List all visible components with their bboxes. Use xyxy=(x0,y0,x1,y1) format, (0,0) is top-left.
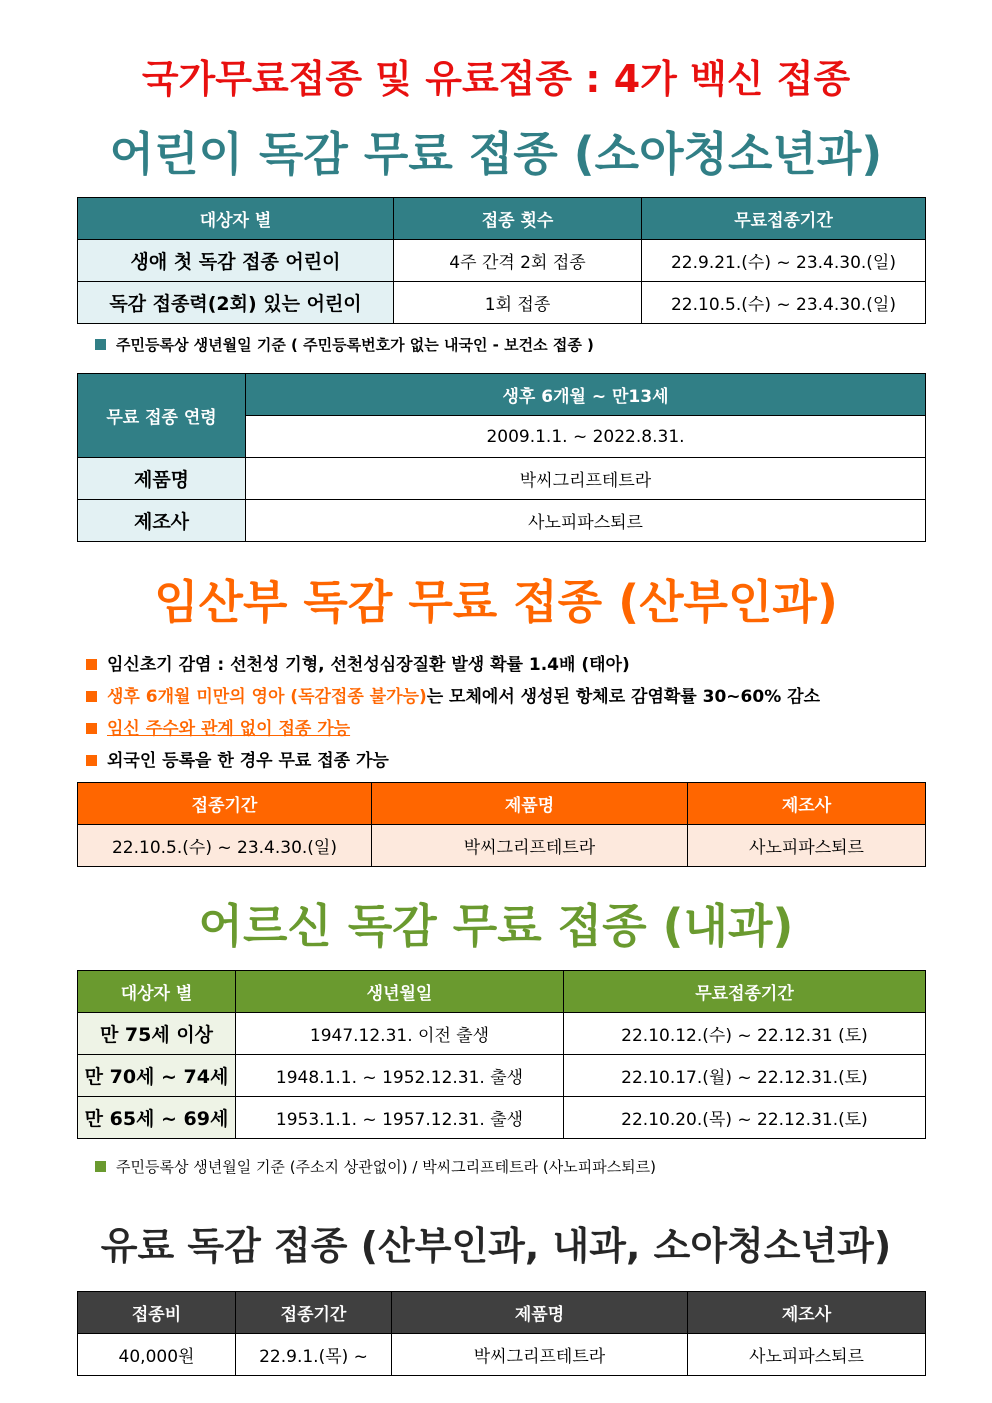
kids-header-doses: 접종 횟수 xyxy=(394,198,642,240)
kids-row1-target: 생애 첫 독감 접종 어린이 xyxy=(78,240,394,282)
paid-period: 22.9.1.(목) ~ xyxy=(236,1334,392,1376)
kids-row1-period: 22.9.21.(수) ~ 23.4.30.(일) xyxy=(642,240,926,282)
pregnant-maker: 사노피파스퇴르 xyxy=(688,825,926,867)
elderly-row1-target: 만 75세 이상 xyxy=(78,1013,236,1055)
pregnant-bullet-4: 외국인 등록을 한 경우 무료 접종 가능 xyxy=(86,746,389,771)
kids-row2-period: 22.10.5.(수) ~ 23.4.30.(일) xyxy=(642,282,926,324)
elderly-row1-birth: 1947.12.31. 이전 출생 xyxy=(236,1013,564,1055)
pregnant-header-period: 접종기간 xyxy=(78,783,372,825)
top-title: 국가무료접종 및 유료접종 : 4가 백신 접종 xyxy=(141,57,851,101)
elderly-row2-birth: 1948.1.1. ~ 1952.12.31. 출생 xyxy=(236,1055,564,1097)
square-bullet-icon xyxy=(86,691,97,702)
paid-header-product: 제품명 xyxy=(392,1292,688,1334)
birth-range: 2009.1.1. ~ 2022.8.31. xyxy=(246,416,926,458)
kids-header-target: 대상자 별 xyxy=(78,198,394,240)
elderly-header-target: 대상자 별 xyxy=(78,971,236,1013)
kids-row2-doses: 1회 접종 xyxy=(394,282,642,324)
pregnant-period: 22.10.5.(수) ~ 23.4.30.(일) xyxy=(78,825,372,867)
paid-table xyxy=(77,1291,926,1376)
pregnant-table xyxy=(77,782,926,867)
elderly-row1-period: 22.10.12.(수) ~ 22.12.31 (토) xyxy=(564,1013,926,1055)
paid-fee: 40,000원 xyxy=(78,1334,236,1376)
pregnant-bullet-2: 생후 6개월 미만의 영아 (독감접종 불가능)는 모체에서 생성된 항체로 감염확률 30~60% 감소 xyxy=(86,682,820,707)
square-bullet-icon xyxy=(95,1161,106,1172)
age-label: 무료 접종 연령 xyxy=(78,374,246,458)
elderly-row3-period: 22.10.20.(목) ~ 22.12.31.(토) xyxy=(564,1097,926,1139)
kids-title: 어린이 독감 무료 접종 (소아청소년과) xyxy=(109,127,883,181)
elderly-note: 주민등록상 생년월일 기준 (주소지 상관없이) / 박씨그리프테트라 (사노피파스퇴르) xyxy=(95,1156,656,1177)
kids-info-table xyxy=(77,373,926,542)
paid-header-fee: 접종비 xyxy=(78,1292,236,1334)
pregnant-title: 임산부 독감 무료 접종 (산부인과) xyxy=(154,575,838,629)
paid-header-period: 접종기간 xyxy=(236,1292,392,1334)
elderly-header-birth: 생년월일 xyxy=(236,971,564,1013)
kids-row1-doses: 4주 간격 2회 접종 xyxy=(394,240,642,282)
elderly-header-period: 무료접종기간 xyxy=(564,971,926,1013)
paid-header-maker: 제조사 xyxy=(688,1292,926,1334)
pregnant-bullet-1: 임신초기 감염 : 선천성 기형, 선천성심장질환 발생 확률 1.4배 (태아) xyxy=(86,650,630,675)
kids-table xyxy=(77,197,926,324)
square-bullet-icon xyxy=(86,723,97,734)
paid-product: 박씨그리프테트라 xyxy=(392,1334,688,1376)
pregnant-bullet-3: 임신 주수와 관계 없이 접종 가능 xyxy=(86,714,350,739)
maker-value: 사노피파스퇴르 xyxy=(246,500,926,542)
kids-row2-target: 독감 접종력(2회) 있는 어린이 xyxy=(78,282,394,324)
elderly-table xyxy=(77,970,926,1139)
pregnant-header-maker: 제조사 xyxy=(688,783,926,825)
pregnant-header-product: 제품명 xyxy=(372,783,688,825)
kids-header-period: 무료접종기간 xyxy=(642,198,926,240)
paid-maker: 사노피파스퇴르 xyxy=(688,1334,926,1376)
elderly-row3-birth: 1953.1.1. ~ 1957.12.31. 출생 xyxy=(236,1097,564,1139)
paid-title: 유료 독감 접종 (산부인과, 내과, 소아청소년과) xyxy=(100,1224,892,1268)
kids-note: 주민등록상 생년월일 기준 ( 주민등록번호가 없는 내국인 - 보건소 접종 ) xyxy=(95,334,594,355)
pregnant-product: 박씨그리프테트라 xyxy=(372,825,688,867)
square-bullet-icon xyxy=(86,755,97,766)
elderly-row3-target: 만 65세 ~ 69세 xyxy=(78,1097,236,1139)
maker-label: 제조사 xyxy=(78,500,246,542)
elderly-title: 어르신 독감 무료 접종 (내과) xyxy=(198,899,794,953)
product-value: 박씨그리프테트라 xyxy=(246,458,926,500)
square-bullet-icon xyxy=(95,339,106,350)
product-label: 제품명 xyxy=(78,458,246,500)
elderly-row2-period: 22.10.17.(월) ~ 22.12.31.(토) xyxy=(564,1055,926,1097)
square-bullet-icon xyxy=(86,659,97,670)
elderly-row2-target: 만 70세 ~ 74세 xyxy=(78,1055,236,1097)
age-range: 생후 6개월 ~ 만13세 xyxy=(246,374,926,416)
